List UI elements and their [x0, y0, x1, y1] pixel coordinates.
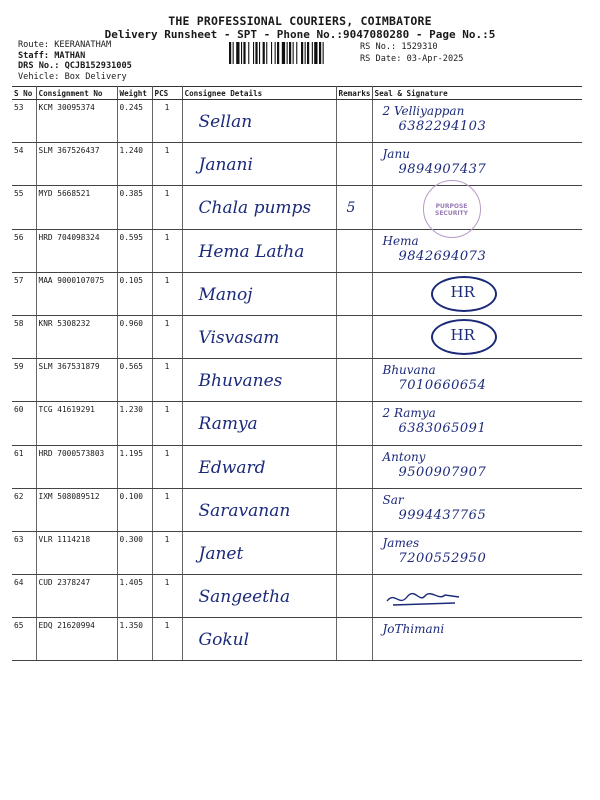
signature-cell [372, 531, 582, 574]
signature-cell [372, 445, 582, 488]
signature-cell [372, 229, 582, 272]
scribble-signature-icon [385, 587, 465, 609]
serial-number-cell: 54 [12, 143, 36, 186]
consignee-cell [182, 359, 336, 402]
pcs-cell: 1 [152, 531, 182, 574]
drs-label: DRS No.: QCJB152931005 [18, 61, 132, 72]
signature-cell [372, 272, 582, 315]
runsheet-title: THE PROFESSIONAL COURIERS, COIMBATORE [168, 14, 432, 28]
table-header-row [12, 87, 582, 100]
pcs-cell: 1 [152, 315, 182, 358]
pcs-cell: 1 [152, 618, 182, 661]
serial-number-cell: 65 [12, 618, 36, 661]
consignee-handwritten-name: Ramya [198, 414, 258, 435]
table-row [12, 186, 582, 229]
weight-cell: 0.565 [117, 359, 152, 402]
serial-number-cell: 64 [12, 575, 36, 618]
consignee-handwritten-name: Visvasam [198, 327, 280, 348]
table-row [12, 315, 582, 358]
table-row [12, 143, 582, 186]
consignee-cell [182, 488, 336, 531]
runsheet-table [12, 86, 582, 661]
signature-cell [372, 488, 582, 531]
pcs-cell: 1 [152, 272, 182, 315]
remarks-cell [336, 488, 372, 531]
meta-left-block [18, 40, 132, 82]
table-row [12, 100, 582, 143]
signature-phone: 9842694073 [398, 248, 487, 264]
signature-name: Bhuvana [382, 363, 436, 378]
remarks-cell [336, 402, 372, 445]
signature-phone: 6383065091 [398, 421, 487, 437]
consignee-cell [182, 315, 336, 358]
serial-number-cell: 60 [12, 402, 36, 445]
serial-number-cell: 59 [12, 359, 36, 402]
runsheet-table-wrapper [12, 86, 582, 661]
header-sno: S No [12, 87, 36, 100]
consignment-number-cell: EDQ 21620994 [36, 618, 117, 661]
consignee-handwritten-name: Sangeetha [198, 587, 291, 608]
meta-right-block [360, 42, 463, 65]
consignee-handwritten-name: Bhuvanes [198, 371, 283, 392]
header-seal-signature: Seal & Signature [372, 87, 582, 100]
weight-cell: 0.960 [117, 315, 152, 358]
table-row [12, 488, 582, 531]
weight-cell: 1.230 [117, 402, 152, 445]
signature-name: Sar [382, 492, 404, 507]
table-row [12, 272, 582, 315]
consignee-handwritten-name: Saravanan [198, 500, 291, 521]
table-row [12, 359, 582, 402]
staff-label: Staff: MATHAN [18, 50, 86, 61]
consignee-cell [182, 229, 336, 272]
header-consignment-no: Consignment No [36, 87, 117, 100]
pcs-cell: 1 [152, 445, 182, 488]
vehicle-label: Vehicle: Box Delivery [18, 71, 127, 82]
serial-number-cell: 61 [12, 445, 36, 488]
signature-phone: 6382294103 [398, 119, 487, 134]
rs-number: RS No.: 1529310 [360, 42, 438, 52]
weight-cell: 1.195 [117, 445, 152, 488]
signature-cell [372, 186, 582, 229]
weight-cell: 0.385 [117, 186, 152, 229]
serial-number-cell: 58 [12, 315, 36, 358]
consignee-handwritten-name: Gokul [198, 630, 250, 651]
consignee-cell [182, 186, 336, 229]
table-row [12, 575, 582, 618]
consignee-handwritten-name: Janet [198, 543, 244, 564]
serial-number-cell: 57 [12, 272, 36, 315]
signature-cell [372, 100, 582, 143]
remarks-cell [336, 229, 372, 272]
consignee-handwritten-name: Sellan [198, 112, 253, 132]
signature-name: Hema [382, 233, 419, 248]
consignment-number-cell: IXM 508089512 [36, 488, 117, 531]
serial-number-cell: 62 [12, 488, 36, 531]
consignment-number-cell: SLM 367531879 [36, 359, 117, 402]
remarks-cell [336, 359, 372, 402]
consignee-cell [182, 100, 336, 143]
table-row [12, 531, 582, 574]
weight-cell: 0.300 [117, 531, 152, 574]
remarks-cell [336, 272, 372, 315]
weight-cell: 0.100 [117, 488, 152, 531]
signature-phone: 7200552950 [398, 550, 487, 566]
serial-number-cell: 56 [12, 229, 36, 272]
weight-cell: 1.405 [117, 575, 152, 618]
signature-name: James [382, 535, 420, 550]
hr-stamp-text: HR [450, 325, 475, 344]
weight-cell: 1.240 [117, 143, 152, 186]
signature-cell [372, 143, 582, 186]
consignment-number-cell: HRD 7000573803 [36, 445, 117, 488]
header-remarks: Remarks [336, 87, 372, 100]
signature-cell [372, 359, 582, 402]
consignment-number-cell: KNR 5308232 [36, 315, 117, 358]
signature-phone: 9894907437 [398, 162, 487, 178]
stamp-label: PURPOSE SECURITY [435, 203, 468, 218]
serial-number-cell: 55 [12, 186, 36, 229]
weight-cell: 0.595 [117, 229, 152, 272]
signature-phone: 9994437765 [398, 507, 487, 523]
signature-name: 2 Velliyappan [382, 104, 465, 118]
weight-cell: 0.105 [117, 272, 152, 315]
consignment-number-cell: TCG 41619291 [36, 402, 117, 445]
consignment-number-cell: MYD 5668521 [36, 186, 117, 229]
signature-phone: 9500907907 [398, 464, 487, 480]
pcs-cell: 1 [152, 402, 182, 445]
consignment-number-cell: SLM 367526437 [36, 143, 117, 186]
pcs-cell: 1 [152, 575, 182, 618]
remarks-cell [336, 575, 372, 618]
hr-stamp-text: HR [450, 282, 475, 301]
pcs-cell: 1 [152, 143, 182, 186]
consignee-handwritten-name: Janani [198, 155, 253, 176]
signature-name: JoThimani [382, 622, 445, 637]
weight-cell: 0.245 [117, 100, 152, 143]
remarks-cell [336, 315, 372, 358]
remarks-cell [336, 143, 372, 186]
signature-phone: 7010660654 [398, 378, 487, 394]
header-weight: Weight [117, 87, 152, 100]
weight-cell: 1.350 [117, 618, 152, 661]
signature-name: Antony [382, 449, 426, 464]
consignment-number-cell: CUD 2378247 [36, 575, 117, 618]
header-consignee-details: Consignee Details [182, 87, 336, 100]
runsheet-subtitle: Delivery Runsheet - SPT - Phone No.:9047080280 - Page No.:5 [104, 28, 496, 41]
pcs-cell: 1 [152, 100, 182, 143]
consignment-number-cell: HRD 704098324 [36, 229, 117, 272]
consignee-cell [182, 143, 336, 186]
consignment-number-cell: KCM 30095374 [36, 100, 117, 143]
remarks-cell [336, 445, 372, 488]
remark-handwritten: 5 [346, 200, 356, 217]
header-pcs: PCS [152, 87, 182, 100]
remarks-cell [336, 531, 372, 574]
route-label: Route: KEERANATHAM [18, 40, 112, 50]
consignee-cell [182, 445, 336, 488]
signature-cell [372, 402, 582, 445]
signature-name: Janu [382, 147, 410, 162]
consignee-handwritten-name: Manoj [198, 284, 253, 305]
consignee-cell [182, 272, 336, 315]
remarks-cell [336, 618, 372, 661]
hr-stamp-circle [431, 319, 497, 355]
pcs-cell: 1 [152, 229, 182, 272]
serial-number-cell: 63 [12, 531, 36, 574]
signature-cell [372, 315, 582, 358]
pcs-cell: 1 [152, 488, 182, 531]
consignee-handwritten-name: Chala pumps [198, 198, 312, 219]
table-row [12, 618, 582, 661]
consignment-number-cell: VLR 1114218 [36, 531, 117, 574]
consignee-cell [182, 618, 336, 661]
table-row [12, 402, 582, 445]
table-body [12, 100, 582, 661]
signature-name: 2 Ramya [382, 406, 436, 421]
serial-number-cell: 53 [12, 100, 36, 143]
hr-stamp-circle [431, 276, 497, 312]
pcs-cell: 1 [152, 359, 182, 402]
table-row [12, 229, 582, 272]
table-row [12, 445, 582, 488]
rs-date: RS Date: 03-Apr-2025 [360, 53, 464, 64]
signature-cell [372, 575, 582, 618]
barcode-icon [229, 42, 355, 64]
pcs-cell: 1 [152, 186, 182, 229]
consignee-handwritten-name: Hema Latha [198, 241, 305, 262]
consignee-cell [182, 402, 336, 445]
consignment-number-cell: MAA 9000107075 [36, 272, 117, 315]
remarks-cell [336, 186, 372, 229]
consignee-handwritten-name: Edward [198, 457, 266, 478]
signature-cell [372, 618, 582, 661]
consignee-cell [182, 575, 336, 618]
consignee-cell [182, 531, 336, 574]
remarks-cell [336, 100, 372, 143]
